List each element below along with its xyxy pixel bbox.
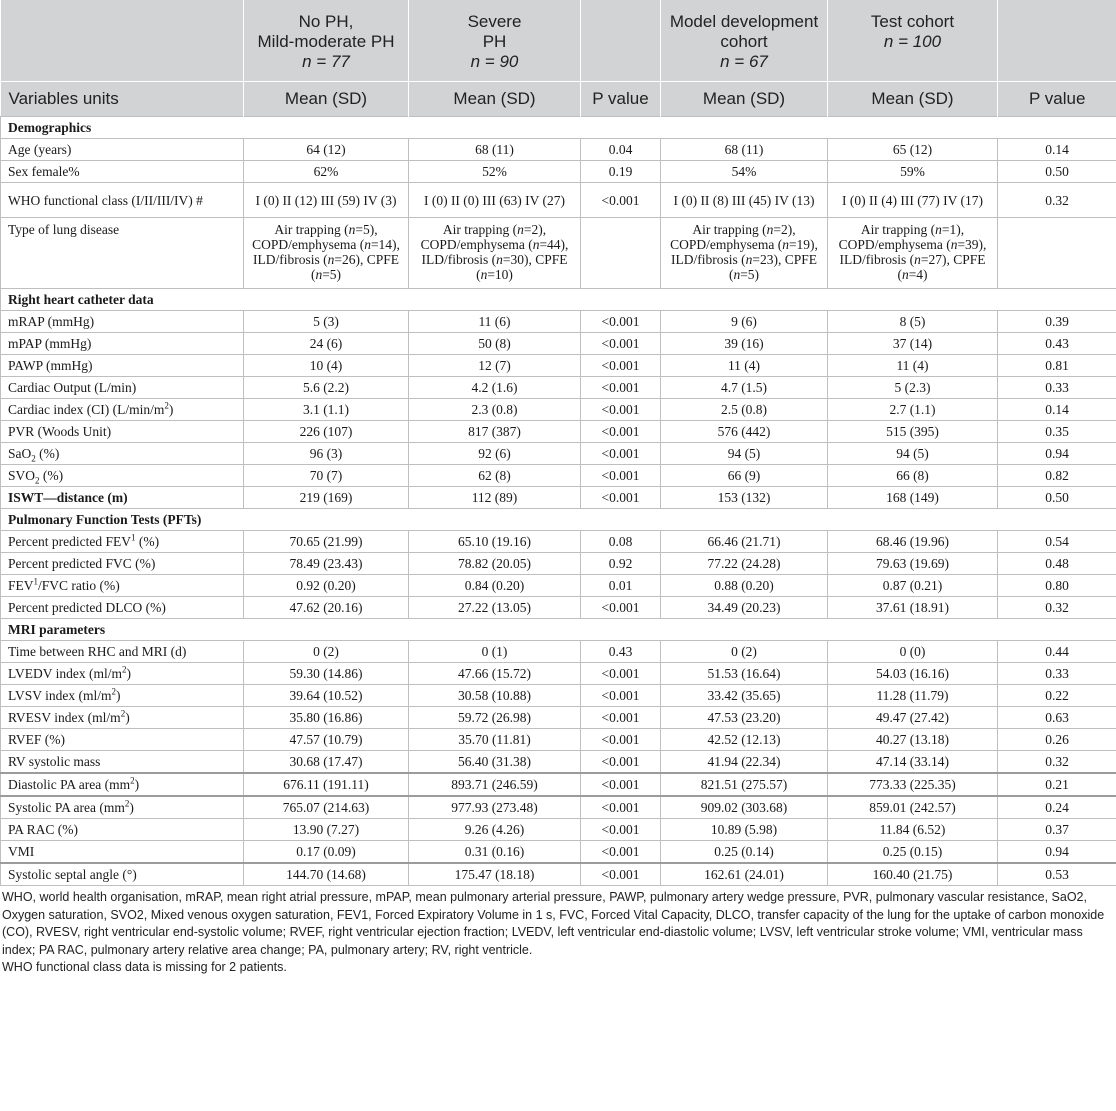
footnote bbox=[0, 886, 1116, 977]
table-cell: 0.35 bbox=[998, 421, 1116, 443]
header-group-line1: Severe bbox=[467, 12, 522, 31]
table-cell: 64 (12) bbox=[244, 139, 409, 161]
table-cell: 54% bbox=[661, 161, 828, 183]
header-group-0 bbox=[244, 0, 409, 82]
table-cell: 41.94 (22.34) bbox=[661, 751, 828, 774]
table-cell: 0.48 bbox=[998, 553, 1116, 575]
table-cell: 59.72 (26.98) bbox=[409, 707, 581, 729]
table-cell: Air trapping (n=2), COPD/emphysema (n=19), ILD/fibrosis (n=23), CPFE (n=5) bbox=[661, 218, 828, 289]
table-cell bbox=[581, 218, 661, 289]
table-cell: 909.02 (303.68) bbox=[661, 796, 828, 819]
table-cell: 13.90 (7.27) bbox=[244, 819, 409, 841]
table-cell: <0.001 bbox=[581, 355, 661, 377]
table-cell: 30.58 (10.88) bbox=[409, 685, 581, 707]
table-cell: 30.68 (17.47) bbox=[244, 751, 409, 774]
row-label: mPAP (mmHg) bbox=[1, 333, 244, 355]
row-label: WHO functional class (I/II/III/IV) # bbox=[1, 183, 244, 218]
table-row bbox=[1, 841, 1116, 864]
row-label: VMI bbox=[1, 841, 244, 864]
header-group-5 bbox=[998, 0, 1116, 82]
header-group-n: n = 100 bbox=[883, 32, 942, 51]
table-cell: 0.33 bbox=[998, 377, 1116, 399]
row-label bbox=[1, 443, 244, 465]
section-title: Pulmonary Function Tests (PFTs) bbox=[1, 509, 1116, 531]
table-row bbox=[1, 218, 1116, 289]
label-sup: 2 bbox=[111, 686, 117, 697]
table-cell: 11.84 (6.52) bbox=[828, 819, 998, 841]
table-cell: <0.001 bbox=[581, 487, 661, 509]
table-cell: 0.63 bbox=[998, 707, 1116, 729]
row-label: Time between RHC and MRI (d) bbox=[1, 641, 244, 663]
table-cell: 0.25 (0.15) bbox=[828, 841, 998, 864]
section-row bbox=[1, 509, 1116, 531]
label-text: Percent predicted FEV bbox=[8, 534, 131, 549]
header-group-line2: PH bbox=[482, 32, 507, 51]
table-cell: 0.25 (0.14) bbox=[661, 841, 828, 864]
table-cell: 0.26 bbox=[998, 729, 1116, 751]
label-text-post: ) bbox=[168, 402, 174, 417]
table-cell: 47.66 (15.72) bbox=[409, 663, 581, 685]
table-row bbox=[1, 487, 1116, 509]
table-cell: 5 (3) bbox=[244, 311, 409, 333]
table-cell: 66.46 (21.71) bbox=[661, 531, 828, 553]
label-text: LVSV index (ml/m bbox=[8, 688, 112, 703]
table-cell: 11.28 (11.79) bbox=[828, 685, 998, 707]
header-col-3: Mean (SD) bbox=[661, 82, 828, 117]
table-cell: 977.93 (273.48) bbox=[409, 796, 581, 819]
row-label bbox=[1, 796, 244, 819]
table-cell: <0.001 bbox=[581, 685, 661, 707]
table-cell: 2.7 (1.1) bbox=[828, 399, 998, 421]
header-col-0: Mean (SD) bbox=[244, 82, 409, 117]
header-group-line2: Mild-moderate PH bbox=[257, 32, 395, 51]
table-cell: 175.47 (18.18) bbox=[409, 863, 581, 886]
row-label: PAWP (mmHg) bbox=[1, 355, 244, 377]
header-group-n: n = 90 bbox=[470, 52, 519, 71]
table-cell: 68 (11) bbox=[661, 139, 828, 161]
table-cell: 160.40 (21.75) bbox=[828, 863, 998, 886]
table-row bbox=[1, 531, 1116, 553]
table-cell: 0.92 (0.20) bbox=[244, 575, 409, 597]
table-cell: 96 (3) bbox=[244, 443, 409, 465]
table-cell: 0 (0) bbox=[828, 641, 998, 663]
table-cell: 68.46 (19.96) bbox=[828, 531, 998, 553]
table-cell: <0.001 bbox=[581, 333, 661, 355]
table-row bbox=[1, 685, 1116, 707]
table-cell: 78.49 (23.43) bbox=[244, 553, 409, 575]
row-label: Cardiac Output (L/min) bbox=[1, 377, 244, 399]
table-cell: 0.19 bbox=[581, 161, 661, 183]
table-cell: 0.94 bbox=[998, 841, 1116, 864]
table-cell bbox=[998, 218, 1116, 289]
table-cell: 51.53 (16.64) bbox=[661, 663, 828, 685]
table-cell: 893.71 (246.59) bbox=[409, 773, 581, 796]
table-cell: <0.001 bbox=[581, 663, 661, 685]
row-label: Percent predicted DLCO (%) bbox=[1, 597, 244, 619]
table-cell: 859.01 (242.57) bbox=[828, 796, 998, 819]
table-row bbox=[1, 597, 1116, 619]
row-label bbox=[1, 773, 244, 796]
table-cell: 52% bbox=[409, 161, 581, 183]
row-label bbox=[1, 685, 244, 707]
table-cell: 40.27 (13.18) bbox=[828, 729, 998, 751]
section-row bbox=[1, 619, 1116, 641]
table-cell: 0.43 bbox=[998, 333, 1116, 355]
table-cell: <0.001 bbox=[581, 183, 661, 218]
table-cell: 56.40 (31.38) bbox=[409, 751, 581, 774]
table-cell: 0.87 (0.21) bbox=[828, 575, 998, 597]
table-cell: 168 (149) bbox=[828, 487, 998, 509]
table-cell: 70.65 (21.99) bbox=[244, 531, 409, 553]
table-row bbox=[1, 863, 1116, 886]
header-blank bbox=[1, 0, 244, 82]
table-cell: 0.92 bbox=[581, 553, 661, 575]
table-cell: 0.43 bbox=[581, 641, 661, 663]
table-cell: <0.001 bbox=[581, 751, 661, 774]
table-cell: 144.70 (14.68) bbox=[244, 863, 409, 886]
row-label: Percent predicted FVC (%) bbox=[1, 553, 244, 575]
header-col-1: Mean (SD) bbox=[409, 82, 581, 117]
table-body bbox=[1, 117, 1116, 886]
table-cell: 0.50 bbox=[998, 161, 1116, 183]
label-text-post: ) bbox=[125, 710, 130, 725]
table-cell: 112 (89) bbox=[409, 487, 581, 509]
row-label: PA RAC (%) bbox=[1, 819, 244, 841]
table-row bbox=[1, 707, 1116, 729]
label-sup: 2 bbox=[130, 775, 135, 786]
table-cell: 821.51 (275.57) bbox=[661, 773, 828, 796]
label-text: SaO bbox=[8, 446, 32, 461]
table-cell: 0 (1) bbox=[409, 641, 581, 663]
label-sup: 2 bbox=[122, 664, 127, 675]
table-cell: 4.2 (1.6) bbox=[409, 377, 581, 399]
table-cell: 49.47 (27.42) bbox=[828, 707, 998, 729]
section-title: Right heart catheter data bbox=[1, 289, 1116, 311]
table-cell: 10 (4) bbox=[244, 355, 409, 377]
header-col-4: Mean (SD) bbox=[828, 82, 998, 117]
table-cell: 8 (5) bbox=[828, 311, 998, 333]
table-cell: I (0) II (8) III (45) IV (13) bbox=[661, 183, 828, 218]
table-cell: 3.1 (1.1) bbox=[244, 399, 409, 421]
header-group-n: n = 67 bbox=[720, 52, 768, 71]
table-cell: 35.80 (16.86) bbox=[244, 707, 409, 729]
table-cell: 0.08 bbox=[581, 531, 661, 553]
header-group-line2: cohort bbox=[720, 32, 768, 51]
table-cell: 0.32 bbox=[998, 183, 1116, 218]
label-text: SVO bbox=[8, 468, 36, 483]
footnote-missing: WHO functional class data is missing for 2 patients. bbox=[2, 960, 287, 974]
label-sub: 2 bbox=[35, 475, 40, 486]
table-cell: 10.89 (5.98) bbox=[661, 819, 828, 841]
table-cell: 2.3 (0.8) bbox=[409, 399, 581, 421]
table-cell: 0.31 (0.16) bbox=[409, 841, 581, 864]
table-cell: 9 (6) bbox=[661, 311, 828, 333]
table-cell: 24 (6) bbox=[244, 333, 409, 355]
table-cell: <0.001 bbox=[581, 773, 661, 796]
row-label: ISWT—distance (m) bbox=[1, 487, 244, 509]
label-sup: 2 bbox=[164, 400, 169, 411]
table-cell: 79.63 (19.69) bbox=[828, 553, 998, 575]
table-cell: 37 (14) bbox=[828, 333, 998, 355]
table-cell: 50 (8) bbox=[409, 333, 581, 355]
table-cell: <0.001 bbox=[581, 421, 661, 443]
table-cell: Air trapping (n=5), COPD/emphysema (n=14), ILD/fibrosis (n=26), CPFE (n=5) bbox=[244, 218, 409, 289]
table-row bbox=[1, 575, 1116, 597]
table-row bbox=[1, 641, 1116, 663]
header-group-3 bbox=[661, 0, 828, 82]
table-cell: 59% bbox=[828, 161, 998, 183]
table-cell: 47.53 (23.20) bbox=[661, 707, 828, 729]
table-row bbox=[1, 355, 1116, 377]
header-group-2 bbox=[581, 0, 661, 82]
table-cell: <0.001 bbox=[581, 597, 661, 619]
table-cell: 33.42 (35.65) bbox=[661, 685, 828, 707]
label-text: Systolic PA area (mm bbox=[8, 800, 125, 815]
table-cell: 92 (6) bbox=[409, 443, 581, 465]
table-cell: 0.44 bbox=[998, 641, 1116, 663]
table-cell: I (0) II (4) III (77) IV (17) bbox=[828, 183, 998, 218]
table-row bbox=[1, 421, 1116, 443]
table-cell: I (0) II (0) III (63) IV (27) bbox=[409, 183, 581, 218]
table-cell: <0.001 bbox=[581, 377, 661, 399]
row-label: Type of lung disease bbox=[1, 218, 244, 289]
table-cell: 68 (11) bbox=[409, 139, 581, 161]
table-cell: 78.82 (20.05) bbox=[409, 553, 581, 575]
label-sup: 2 bbox=[124, 798, 130, 809]
table-cell: 162.61 (24.01) bbox=[661, 863, 828, 886]
table-cell: 0.17 (0.09) bbox=[244, 841, 409, 864]
table-cell: 94 (5) bbox=[661, 443, 828, 465]
header-col-2: P value bbox=[581, 82, 661, 117]
row-label: mRAP (mmHg) bbox=[1, 311, 244, 333]
table-cell: 0.21 bbox=[998, 773, 1116, 796]
table-row bbox=[1, 333, 1116, 355]
section-title: MRI parameters bbox=[1, 619, 1116, 641]
table-cell: 37.61 (18.91) bbox=[828, 597, 998, 619]
table-row bbox=[1, 773, 1116, 796]
table-cell: 35.70 (11.81) bbox=[409, 729, 581, 751]
label-sub: 2 bbox=[31, 453, 36, 464]
table-row bbox=[1, 751, 1116, 774]
section-row bbox=[1, 117, 1116, 139]
row-label: Systolic septal angle (°) bbox=[1, 863, 244, 886]
table-cell: 47.14 (33.14) bbox=[828, 751, 998, 774]
table-cell: 0 (2) bbox=[244, 641, 409, 663]
table-cell: 5 (2.3) bbox=[828, 377, 998, 399]
table-cell: 153 (132) bbox=[661, 487, 828, 509]
table-cell: 0.53 bbox=[998, 863, 1116, 886]
table-cell: 0.88 (0.20) bbox=[661, 575, 828, 597]
row-label bbox=[1, 465, 244, 487]
table-cell: 11 (4) bbox=[661, 355, 828, 377]
table-cell: 11 (6) bbox=[409, 311, 581, 333]
row-label bbox=[1, 663, 244, 685]
table-cell: 0.50 bbox=[998, 487, 1116, 509]
table-row bbox=[1, 443, 1116, 465]
table-cell: 62% bbox=[244, 161, 409, 183]
table-row bbox=[1, 819, 1116, 841]
table-cell: <0.001 bbox=[581, 443, 661, 465]
header-group-1 bbox=[409, 0, 581, 82]
label-text: Cardiac index (CI) (L/min/m bbox=[8, 402, 165, 417]
table-cell: 65 (12) bbox=[828, 139, 998, 161]
table-cell: I (0) II (12) III (59) IV (3) bbox=[244, 183, 409, 218]
table-cell: <0.001 bbox=[581, 399, 661, 421]
section-title: Demographics bbox=[1, 117, 1116, 139]
table-cell: 9.26 (4.26) bbox=[409, 819, 581, 841]
table-cell: 34.49 (20.23) bbox=[661, 597, 828, 619]
table-cell: 773.33 (225.35) bbox=[828, 773, 998, 796]
header-group-4 bbox=[828, 0, 998, 82]
row-label bbox=[1, 531, 244, 553]
table-row bbox=[1, 465, 1116, 487]
table-row bbox=[1, 311, 1116, 333]
header-group-line1: Model development bbox=[669, 12, 819, 31]
table-cell: 4.7 (1.5) bbox=[661, 377, 828, 399]
table-cell: 817 (387) bbox=[409, 421, 581, 443]
row-label: Sex female% bbox=[1, 161, 244, 183]
table-cell: 0.24 bbox=[998, 796, 1116, 819]
label-text-post: (%) bbox=[135, 534, 160, 549]
table-cell: 0.14 bbox=[998, 139, 1116, 161]
table-cell: 0.84 (0.20) bbox=[409, 575, 581, 597]
table-cell: 70 (7) bbox=[244, 465, 409, 487]
table-cell: 65.10 (19.16) bbox=[409, 531, 581, 553]
table-cell: 5.6 (2.2) bbox=[244, 377, 409, 399]
label-text: LVEDV index (ml/m bbox=[8, 666, 122, 681]
table-cell: <0.001 bbox=[581, 796, 661, 819]
label-text-post: (%) bbox=[39, 468, 64, 483]
header-variables: Variables units bbox=[1, 82, 244, 117]
table-cell: 94 (5) bbox=[828, 443, 998, 465]
table-cell: 11 (4) bbox=[828, 355, 998, 377]
table-cell: 219 (169) bbox=[244, 487, 409, 509]
table-row bbox=[1, 139, 1116, 161]
row-label bbox=[1, 707, 244, 729]
table-cell: 62 (8) bbox=[409, 465, 581, 487]
table-cell: 66 (9) bbox=[661, 465, 828, 487]
table-row bbox=[1, 377, 1116, 399]
table-cell: 0.01 bbox=[581, 575, 661, 597]
row-label: RV systolic mass bbox=[1, 751, 244, 774]
row-label bbox=[1, 399, 244, 421]
table-cell: 0.82 bbox=[998, 465, 1116, 487]
table-row bbox=[1, 796, 1116, 819]
table-cell: 0 (2) bbox=[661, 641, 828, 663]
label-text-post: ) bbox=[134, 777, 140, 792]
table-cell: 0.33 bbox=[998, 663, 1116, 685]
table-cell: 0.37 bbox=[998, 819, 1116, 841]
table-cell: 39.64 (10.52) bbox=[244, 685, 409, 707]
label-sup: 1 bbox=[130, 532, 136, 543]
label-text: RVESV index (ml/m bbox=[8, 710, 121, 725]
table-row bbox=[1, 161, 1116, 183]
table-cell: 42.52 (12.13) bbox=[661, 729, 828, 751]
table-cell: 576 (442) bbox=[661, 421, 828, 443]
header-col-5: P value bbox=[998, 82, 1116, 117]
table-cell: 676.11 (191.11) bbox=[244, 773, 409, 796]
label-text-post: ) bbox=[126, 666, 131, 681]
table-row bbox=[1, 553, 1116, 575]
table-cell: 2.5 (0.8) bbox=[661, 399, 828, 421]
table-row bbox=[1, 399, 1116, 421]
table-cell: 0.39 bbox=[998, 311, 1116, 333]
table-cell: 515 (395) bbox=[828, 421, 998, 443]
table-cell: 765.07 (214.63) bbox=[244, 796, 409, 819]
table-cell: <0.001 bbox=[581, 707, 661, 729]
table-row bbox=[1, 663, 1116, 685]
header-group-line1: Test cohort bbox=[870, 12, 955, 31]
row-label: PVR (Woods Unit) bbox=[1, 421, 244, 443]
table-cell: 47.57 (10.79) bbox=[244, 729, 409, 751]
table-cell: 39 (16) bbox=[661, 333, 828, 355]
table-cell: <0.001 bbox=[581, 465, 661, 487]
table-cell: <0.001 bbox=[581, 311, 661, 333]
row-label: RVEF (%) bbox=[1, 729, 244, 751]
table-cell: 47.62 (20.16) bbox=[244, 597, 409, 619]
label-text-post: (%) bbox=[35, 446, 60, 461]
label-text-post: /FVC ratio (%) bbox=[38, 578, 120, 593]
table-cell: 59.30 (14.86) bbox=[244, 663, 409, 685]
label-text: Diastolic PA area (mm bbox=[8, 777, 131, 792]
footnote-abbreviations: WHO, world health organisation, mRAP, mean right atrial pressure, mPAP, mean pulmonary arterial pressure, PAWP, pulmonary artery wedge pressure, PVR, pulmonary vascular resistance, SaO2, Oxygen saturation, SVO2, Mixed venous oxygen saturation, FEV1, Forced Expiratory Volume in 1 s, FVC, Forced Vital Capacity, DLCO, transfer capacity of the lung for the uptake of carbon monoxide (CO), RVESV, right ventricular end-systolic volume; RVEF, right ventricular ejection fraction; LVEDV, left ventricular end-diastolic volume; LVSV, left ventricular stroke volume; VMI, ventricular mass index; PA RAC, pulmonary artery relative area change; PA, pulmonary artery; RV, right ventricle. bbox=[2, 890, 1105, 957]
table-cell: 0.80 bbox=[998, 575, 1116, 597]
label-sup: 2 bbox=[120, 708, 126, 719]
row-label bbox=[1, 575, 244, 597]
table-cell: Air trapping (n=2), COPD/emphysema (n=44), ILD/fibrosis (n=30), CPFE (n=10) bbox=[409, 218, 581, 289]
table-cell: 0.22 bbox=[998, 685, 1116, 707]
label-sup: 1 bbox=[33, 576, 39, 587]
header-group-line1: No PH, bbox=[298, 12, 354, 31]
section-row bbox=[1, 289, 1116, 311]
table-cell: 0.32 bbox=[998, 597, 1116, 619]
table-cell: Air trapping (n=1), COPD/emphysema (n=39), ILD/fibrosis (n=27), CPFE (n=4) bbox=[828, 218, 998, 289]
table-cell: <0.001 bbox=[581, 819, 661, 841]
table-cell: 0.04 bbox=[581, 139, 661, 161]
table-cell: 54.03 (16.16) bbox=[828, 663, 998, 685]
table-cell: <0.001 bbox=[581, 863, 661, 886]
table-cell: 0.81 bbox=[998, 355, 1116, 377]
table-cell: 77.22 (24.28) bbox=[661, 553, 828, 575]
table-cell: 0.54 bbox=[998, 531, 1116, 553]
row-label: Age (years) bbox=[1, 139, 244, 161]
table-row bbox=[1, 729, 1116, 751]
table-row bbox=[1, 183, 1116, 218]
table-cell: <0.001 bbox=[581, 841, 661, 864]
table-cell: 12 (7) bbox=[409, 355, 581, 377]
table-cell: 27.22 (13.05) bbox=[409, 597, 581, 619]
header-group-n: n = 77 bbox=[302, 52, 350, 71]
label-text-post: ) bbox=[116, 688, 121, 703]
table-cell: 0.32 bbox=[998, 751, 1116, 774]
table-header bbox=[1, 0, 1116, 117]
table-cell: 66 (8) bbox=[828, 465, 998, 487]
table-cell: 0.94 bbox=[998, 443, 1116, 465]
table-cell: <0.001 bbox=[581, 729, 661, 751]
table-cell: 226 (107) bbox=[244, 421, 409, 443]
label-text: FEV bbox=[8, 578, 34, 593]
label-text-post: ) bbox=[129, 800, 134, 815]
table-cell: 0.14 bbox=[998, 399, 1116, 421]
